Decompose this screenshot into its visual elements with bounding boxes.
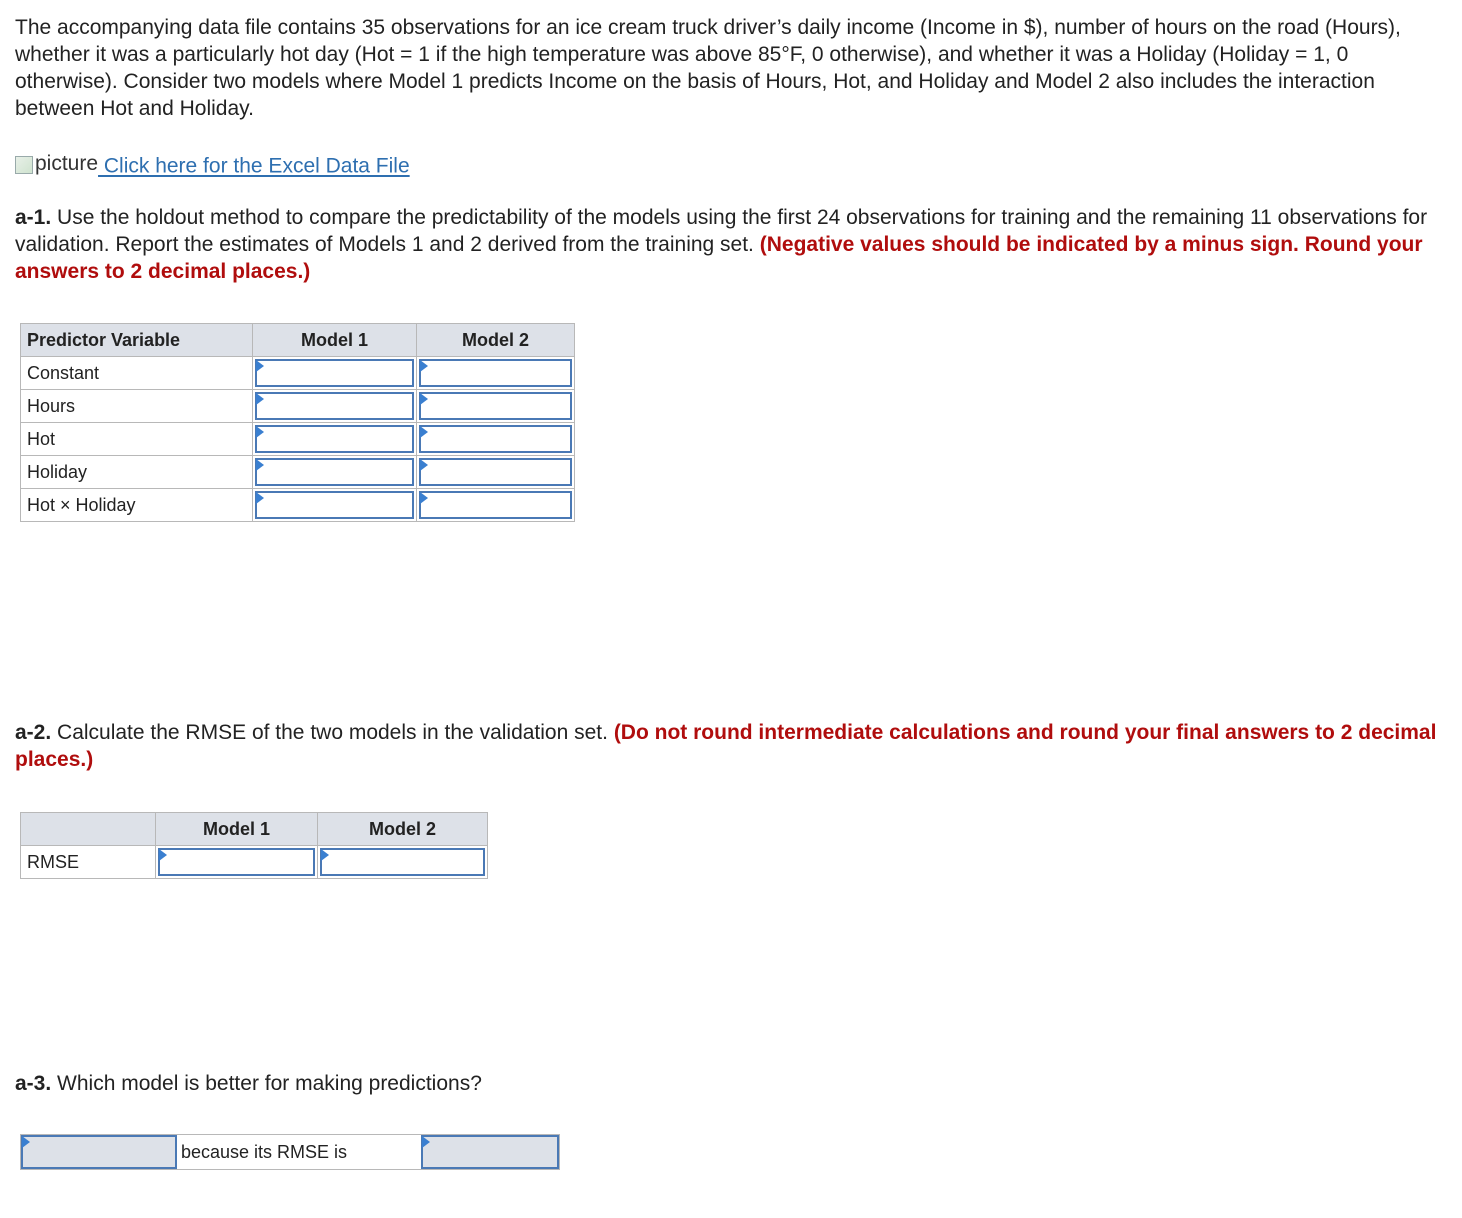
row-label-hours: Hours	[21, 390, 253, 423]
hot-x-holiday-model-2-input[interactable]	[419, 491, 572, 519]
question-a2	[15, 719, 1440, 773]
row-label-rmse: RMSE	[21, 846, 156, 879]
table-row	[21, 423, 575, 456]
row-label-holiday: Holiday	[21, 456, 253, 489]
row-label-hot-x-holiday: Hot × Holiday	[21, 489, 253, 522]
hot-x-holiday-model-1-input[interactable]	[255, 491, 414, 519]
rmse-model-2-input[interactable]	[320, 848, 485, 876]
estimates-header-row	[21, 324, 575, 357]
question-a1	[15, 204, 1440, 285]
picture-icon	[15, 156, 33, 174]
question-a3-text: Which model is better for making predictions?	[51, 1072, 482, 1095]
question-a2-instruction: (Do not round intermediate calculations and round your final answers to 2 decimal places.)	[15, 721, 1437, 771]
because-text: because its RMSE is	[177, 1135, 421, 1169]
rmse-header-row	[21, 813, 488, 846]
data-file-row	[15, 150, 410, 180]
constant-model-2-input[interactable]	[419, 359, 572, 387]
question-a1-text: Use the holdout method to compare the predictability of the models using the first 24 observations for training and the remaining 11 observations for validation. Report the estimates of Models 1 and 2 derived from the training set.	[15, 206, 1428, 256]
question-a3-label: a-3.	[15, 1072, 52, 1095]
question-a3	[15, 1070, 1440, 1097]
table-row	[21, 357, 575, 390]
question-a2-text: Calculate the RMSE of the two models in the validation set.	[51, 721, 614, 744]
holiday-model-2-input[interactable]	[419, 458, 572, 486]
constant-model-1-input[interactable]	[255, 359, 414, 387]
header-empty	[21, 813, 156, 846]
header-model-1: Model 1	[156, 813, 318, 846]
header-model-1: Model 1	[253, 324, 417, 357]
question-a1-label: a-1.	[15, 206, 52, 229]
hot-model-1-input[interactable]	[255, 425, 414, 453]
header-predictor-variable: Predictor Variable	[21, 324, 253, 357]
question-a2-label: a-2.	[15, 721, 52, 744]
better-model-dropdown[interactable]	[21, 1135, 177, 1169]
question-a1-instruction: (Negative values should be indicated by a minus sign. Round your answers to 2 decimal places.)	[15, 233, 1423, 283]
picture-alt-text: picture	[35, 152, 99, 175]
table-row	[21, 846, 488, 879]
row-label-constant: Constant	[21, 357, 253, 390]
problem-intro: The accompanying data file contains 35 observations for an ice cream truck driver’s daily income (Income in $), number of hours on the road (Hours), whether it was a particularly hot day (Hot = 1 if the high temperature was above 85°F, 0 otherwise), and whether it was a Holiday (Holiday = 1, 0 otherwise). Consider two models where Model 1 predicts Income on the basis of Hours, Hot, and Holiday and Model 2 also includes the interaction between Hot and Holiday.	[15, 16, 1401, 120]
header-model-2: Model 2	[318, 813, 488, 846]
table-row	[21, 456, 575, 489]
row-label-hot: Hot	[21, 423, 253, 456]
holiday-model-1-input[interactable]	[255, 458, 414, 486]
hours-model-2-input[interactable]	[419, 392, 572, 420]
a3-answer-row	[20, 1134, 560, 1170]
hot-model-2-input[interactable]	[419, 425, 572, 453]
table-row	[21, 489, 575, 522]
rmse-model-1-input[interactable]	[158, 848, 315, 876]
header-model-2: Model 2	[417, 324, 575, 357]
excel-data-file-link[interactable]: Click here for the Excel Data File	[98, 154, 410, 178]
rmse-table	[20, 812, 488, 879]
rmse-comparison-dropdown[interactable]	[421, 1135, 559, 1169]
hours-model-1-input[interactable]	[255, 392, 414, 420]
table-row	[21, 390, 575, 423]
estimates-table	[20, 323, 575, 522]
broken-picture-icon	[15, 150, 98, 177]
